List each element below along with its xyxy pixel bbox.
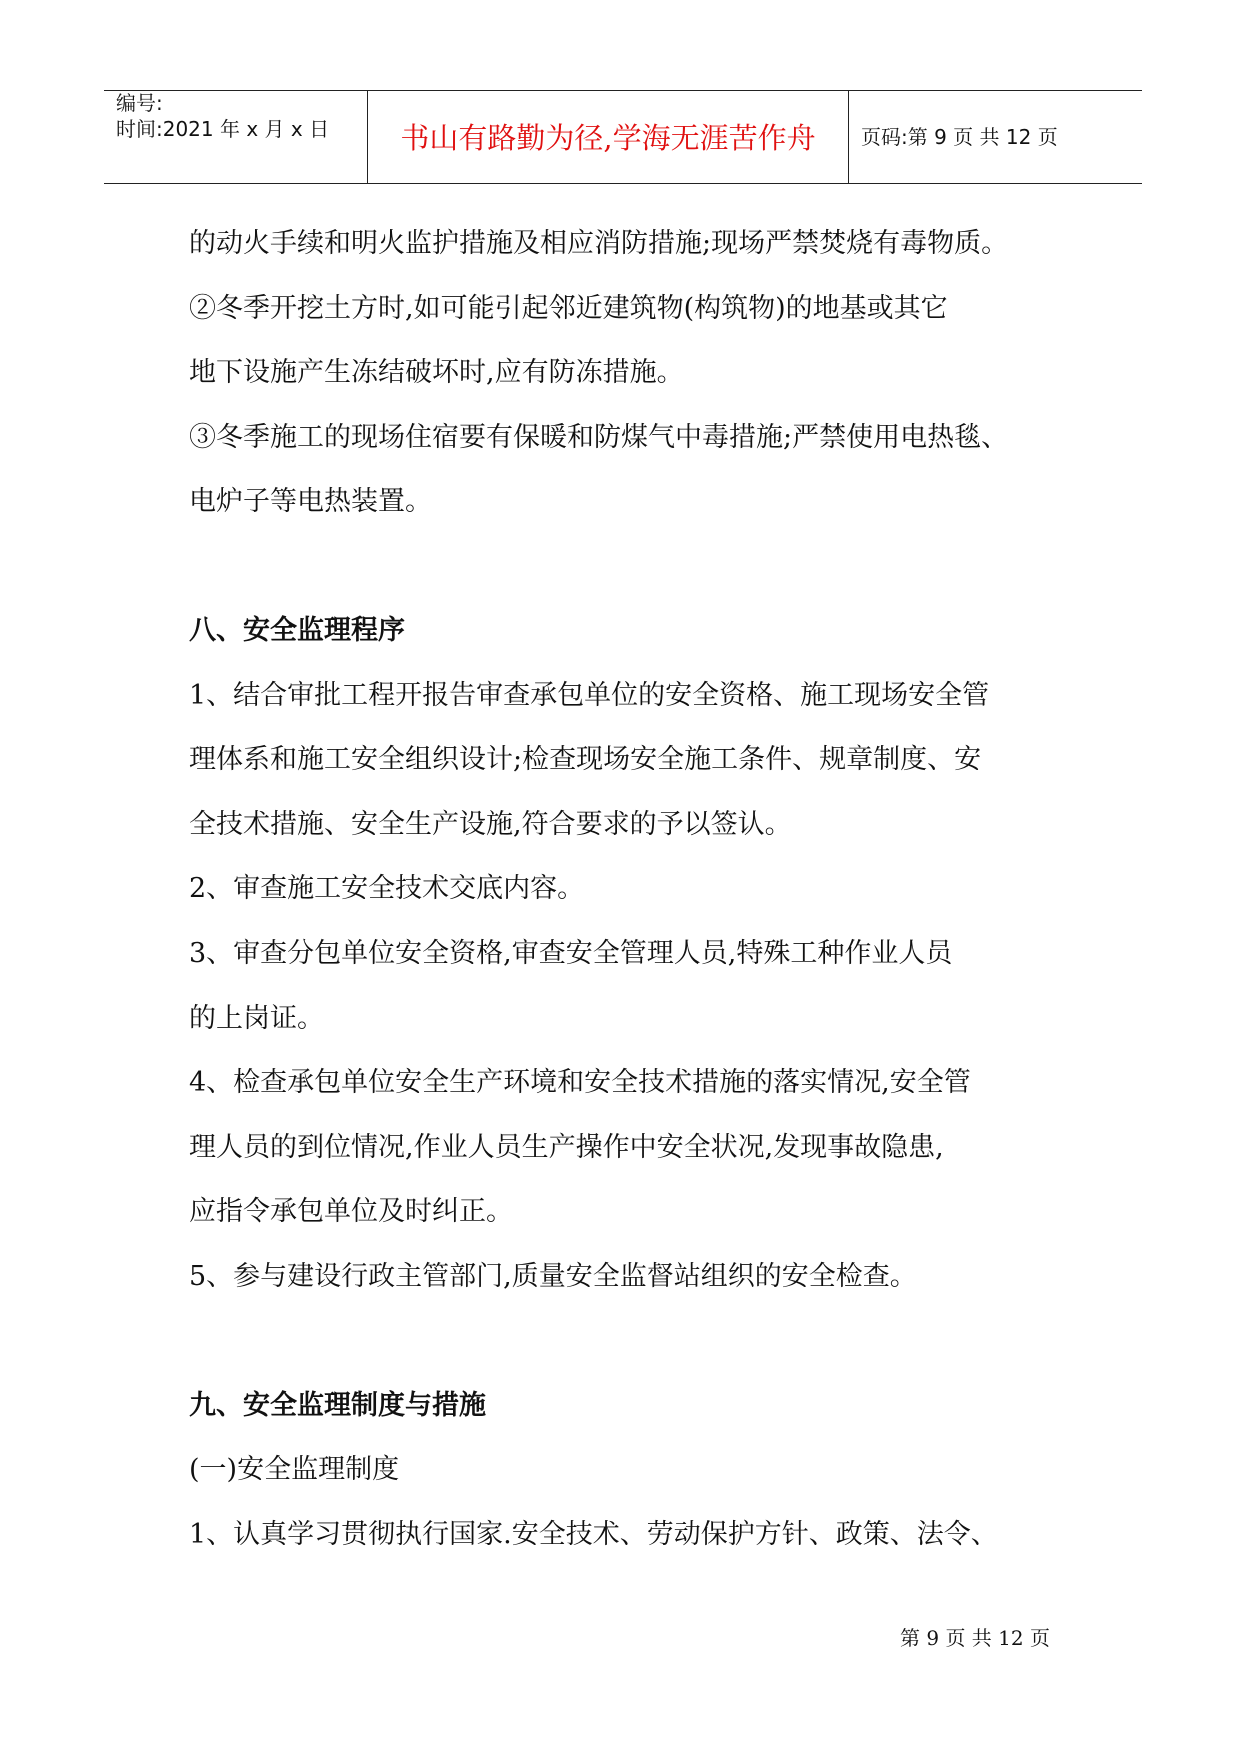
paragraph-line: ②冬季开挖土方时,如可能引起邻近建筑物(构筑物)的地基或其它 bbox=[189, 292, 948, 324]
section-heading: 八、安全监理程序 bbox=[189, 614, 405, 646]
page-header bbox=[104, 90, 1142, 184]
header-page-cell bbox=[849, 91, 1142, 183]
page-footer: 第 9 页 共 12 页 bbox=[900, 1626, 1050, 1650]
paragraph-line: 全技术措施、安全生产设施,符合要求的予以签认。 bbox=[189, 808, 792, 840]
paragraph-line: 5、参与建设行政主管部门,质量安全监督站组织的安全检查。 bbox=[189, 1260, 917, 1292]
paragraph-line: 的动火手续和明火监护措施及相应消防措施;现场严禁焚烧有毒物质。 bbox=[189, 228, 1009, 259]
paragraph-line: 1、认真学习贯彻执行国家.安全技术、劳动保护方针、政策、法令、 bbox=[189, 1518, 998, 1550]
subsection-heading: (一)安全监理制度 bbox=[189, 1454, 400, 1486]
paragraph-line: 的上岗证。 bbox=[189, 1002, 324, 1034]
section-spacer bbox=[189, 1310, 1089, 1374]
paragraph-line: 应指令承包单位及时纠正。 bbox=[189, 1196, 513, 1228]
document-body bbox=[189, 212, 1089, 1567]
paragraph-line: 地下设施产生冻结破坏时,应有防冻措施。 bbox=[189, 357, 684, 389]
header-meta-cell bbox=[104, 91, 366, 183]
paragraph-line: 理体系和施工安全组织设计;检查现场安全施工条件、规章制度、安 bbox=[189, 744, 982, 776]
paragraph-line: 3、审查分包单位安全资格,审查安全管理人员,特殊工种作业人员 bbox=[189, 937, 953, 969]
section-spacer bbox=[189, 535, 1089, 599]
code-label: 编号: bbox=[116, 91, 163, 115]
section-heading: 九、安全监理制度与措施 bbox=[189, 1389, 486, 1421]
paragraph-line: 2、审查施工安全技术交底内容。 bbox=[189, 873, 585, 905]
header-page-info: 页码:第 9 页 共 12 页 bbox=[861, 125, 1058, 149]
header-motto-cell bbox=[367, 91, 849, 183]
paragraph-line: 4、检查承包单位安全生产环境和安全技术措施的落实情况,安全管 bbox=[189, 1067, 971, 1099]
paragraph-line: 理人员的到位情况,作业人员生产操作中安全状况,发现事故隐患, bbox=[189, 1131, 944, 1163]
date-label: 时间:2021 年 x 月 x 日 bbox=[116, 117, 330, 141]
paragraph-line: 电炉子等电热装置。 bbox=[189, 486, 432, 518]
motto: 书山有路勤为径,学海无涯苦作舟 bbox=[400, 121, 816, 155]
paragraph-line: 1、结合审批工程开报告审查承包单位的安全资格、施工现场安全管 bbox=[189, 679, 990, 711]
paragraph-line: ③冬季施工的现场住宿要有保暖和防煤气中毒措施;严禁使用电热毯、 bbox=[189, 421, 1009, 453]
